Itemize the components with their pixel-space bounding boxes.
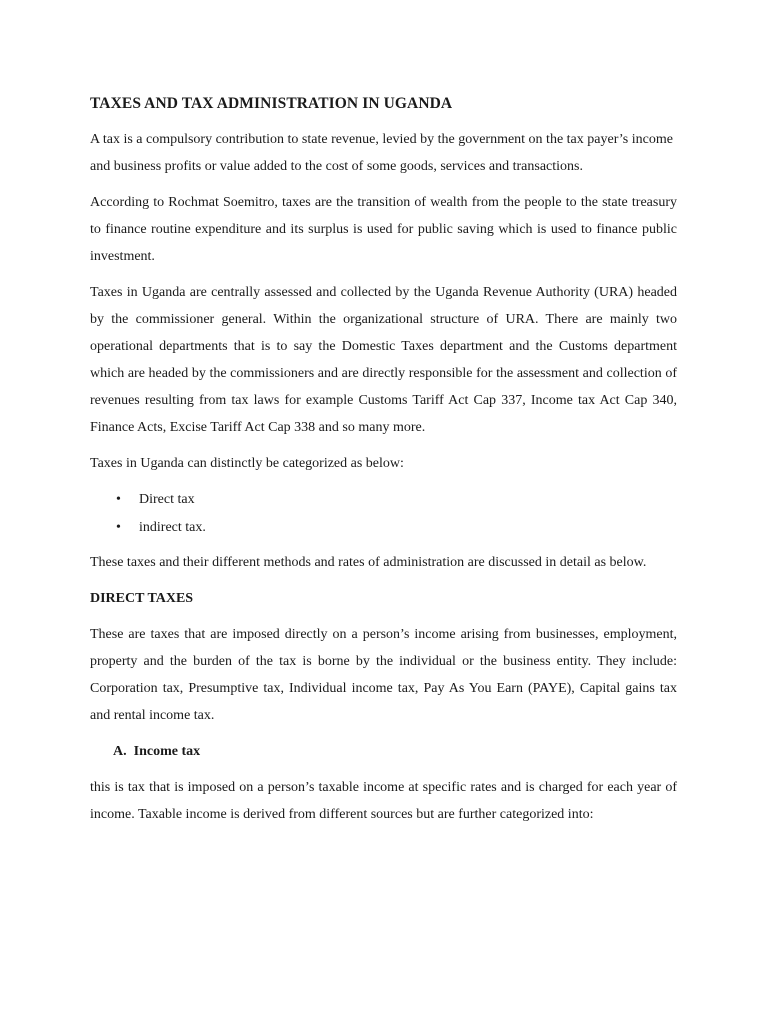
paragraph-income-tax: this is tax that is imposed on a person’s taxable income at specific rates and is charged for each year of income. Taxable income is derived from different sources but are further categorized into: bbox=[90, 780, 677, 822]
tax-category-list bbox=[90, 486, 677, 542]
list-item-label: Direct tax bbox=[139, 492, 195, 507]
paragraph-tax-definition: A tax is a compulsory contribution to state revenue, levied by the government on the tax payer’s income and business profits or value added to the cost of some goods, services and transactions. bbox=[90, 132, 673, 174]
paragraph-categories-intro: Taxes in Uganda can distinctly be categorized as below: bbox=[90, 456, 404, 471]
list-item bbox=[90, 514, 677, 542]
paragraph-ura-administration: Taxes in Uganda are centrally assessed and collected by the Uganda Revenue Authority (URA) headed by the commissioner general. Within the organizational structure of URA. There are mainly two operational departments that is to say the Domestic Taxes department and the Customs department which are headed by the commissioners and are directly responsible for the assessment and collection of revenues resulting from tax laws for example Customs Tariff Act Cap 337, Income tax Act Cap 340, Finance Acts, Excise Tariff Act Cap 338 and so many more. bbox=[90, 285, 677, 435]
list-item bbox=[90, 486, 677, 514]
subheading-income-tax bbox=[90, 738, 677, 765]
subheading-label: Income tax bbox=[133, 744, 201, 759]
document-title: TAXES AND TAX ADMINISTRATION IN UGANDA bbox=[90, 95, 453, 112]
subheading-letter: A. bbox=[113, 744, 127, 759]
paragraph-direct-taxes: These are taxes that are imposed directly on a person’s income arising from businesses, employment, property and the burden of the tax is borne by the individual or the business entity. They include: Corporation tax, Presumptive tax, Individual income tax, Pay As You Earn (PAYE), Capital gains tax and rental income tax. bbox=[90, 627, 677, 723]
bullet-icon: • bbox=[116, 492, 121, 507]
paragraph-soemitro-definition: According to Rochmat Soemitro, taxes are the transition of wealth from the people to the state treasury to finance routine expenditure and its surplus is used for public saving which is used to finance public investment. bbox=[90, 195, 677, 264]
list-item-label: indirect tax. bbox=[139, 520, 206, 535]
bullet-icon: • bbox=[116, 520, 121, 535]
heading-direct-taxes: DIRECT TAXES bbox=[90, 591, 194, 606]
document-page bbox=[90, 92, 677, 837]
paragraph-methods-intro: These taxes and their different methods and rates of administration are discussed in detail as below. bbox=[90, 555, 647, 570]
